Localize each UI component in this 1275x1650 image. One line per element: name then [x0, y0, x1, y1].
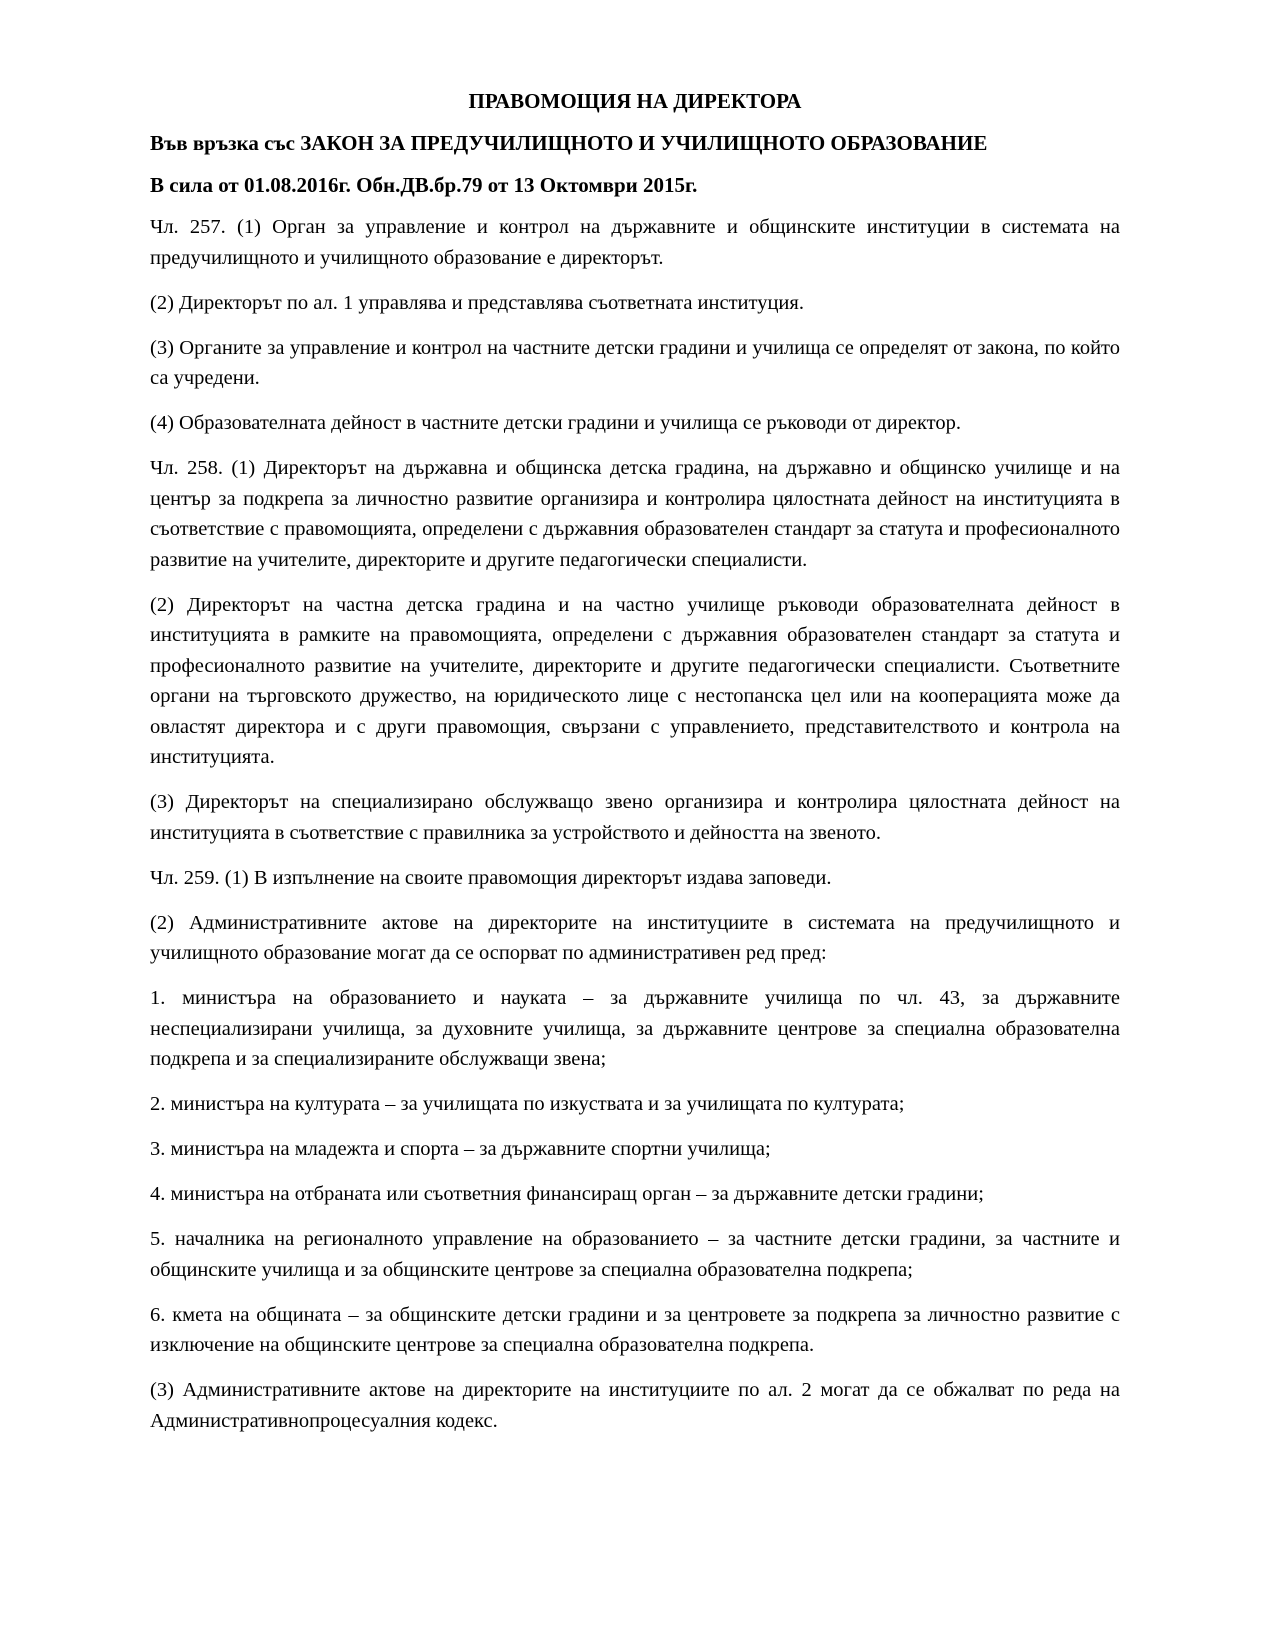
paragraph-art257-3: (3) Органите за управление и контрол на частните детски градини и училища се определят от закона, по който са учредени. — [150, 336, 1120, 389]
document-body — [150, 86, 1120, 1436]
paragraph-art257-4: (4) Образователната дейност в частните детски градини и училища се ръководи от директор. — [150, 412, 961, 434]
list-item-2: 2. министъра на културата – за училищата по изкуствата и за училищата по културата; — [150, 1093, 905, 1115]
paragraph-art257-2: (2) Директорът по ал. 1 управлява и представлява съответната институция. — [150, 291, 804, 314]
effective-date-line: В сила от 01.08.2016г. Обн.ДВ.бр.79 от 13 Октомври 2015г. — [150, 173, 698, 197]
document-title: ПРАВОМОЩИЯ НА ДИРЕКТОРА — [468, 89, 802, 113]
paragraph-art258-3: (3) Директорът на специализирано обслужващо звено организира и контролира цялостната дейност на институцията в съответствие с правилника за устройството и дейността на звеното. — [150, 791, 1120, 844]
list-item-6: 6. кмета на общината – за общинските детски градини и за центровете за подкрепа за личностно развитие с изключение на общинските центрове за специална образователна подкрепа. — [150, 1303, 1120, 1356]
list-item-1: 1. министъра на образованието и науката – за държавните училища по чл. 43, за държавните неспециализирани училища, за духовните училища, за държавните центрове за специална образователна подкрепа и за специализираните обслужващи звена; — [150, 987, 1120, 1070]
paragraph-art259-2: (2) Административните актове на директорите на институциите в системата на предучилищното и училищното образование могат да се оспорват по административен ред пред: — [150, 911, 1120, 964]
paragraph-art259-1: Чл. 259. (1) В изпълнение на своите правомощия директорът издава заповеди. — [150, 866, 832, 889]
list-item-3: 3. министъра на младежта и спорта – за държавните спортни училища; — [150, 1138, 771, 1160]
paragraph-art259-3: (3) Административните актове на директорите на институциите по ал. 2 могат да се обжалват по реда на Административнопроцесуалния кодекс. — [150, 1379, 1120, 1432]
paragraph-art257-1: Чл. 257. (1) Орган за управление и контрол на държавните и общинските институции в системата на предучилищното и училищното образование е директорът. — [150, 216, 1120, 269]
paragraph-art258-2: (2) Директорът на частна детска градина и на частно училище ръководи образователната дейност в институцията в рамките на правомощията, определени с държавния образователен стандарт за статута и професионалното развитие на учителите, директорите и другите педагогически специалисти. Съответните органи на търговското дружество, на юридическото лице с нестопанска цел или на кооперацията може да овластят директора и с други правомощия, свързани с управлението, представителството и контрола на институцията. — [150, 593, 1120, 768]
law-reference: Във връзка със ЗАКОН ЗА ПРЕДУЧИЛИЩНОТО И УЧИЛИЩНОТО ОБРАЗОВАНИЕ — [150, 131, 988, 155]
list-item-5: 5. началника на регионалното управление на образованието – за частните детски градини, за частните и общинските училища и за общинските центрове за специална образователна подкрепа; — [150, 1228, 1120, 1281]
paragraph-art258-1: Чл. 258. (1) Директорът на държавна и общинска детска градина, на държавно и общинско училище и на център за подкрепа за личностно развитие организира и контролира цялостната дейност на институцията в съответствие с правомощията, определени с държавния образователен стандарт за статута и професионалното развитие на учителите, директорите и другите педагогически специалисти. — [150, 457, 1120, 571]
list-item-4: 4. министъра на отбраната или съответния финансиращ орган – за държавните детски градини; — [150, 1183, 984, 1205]
